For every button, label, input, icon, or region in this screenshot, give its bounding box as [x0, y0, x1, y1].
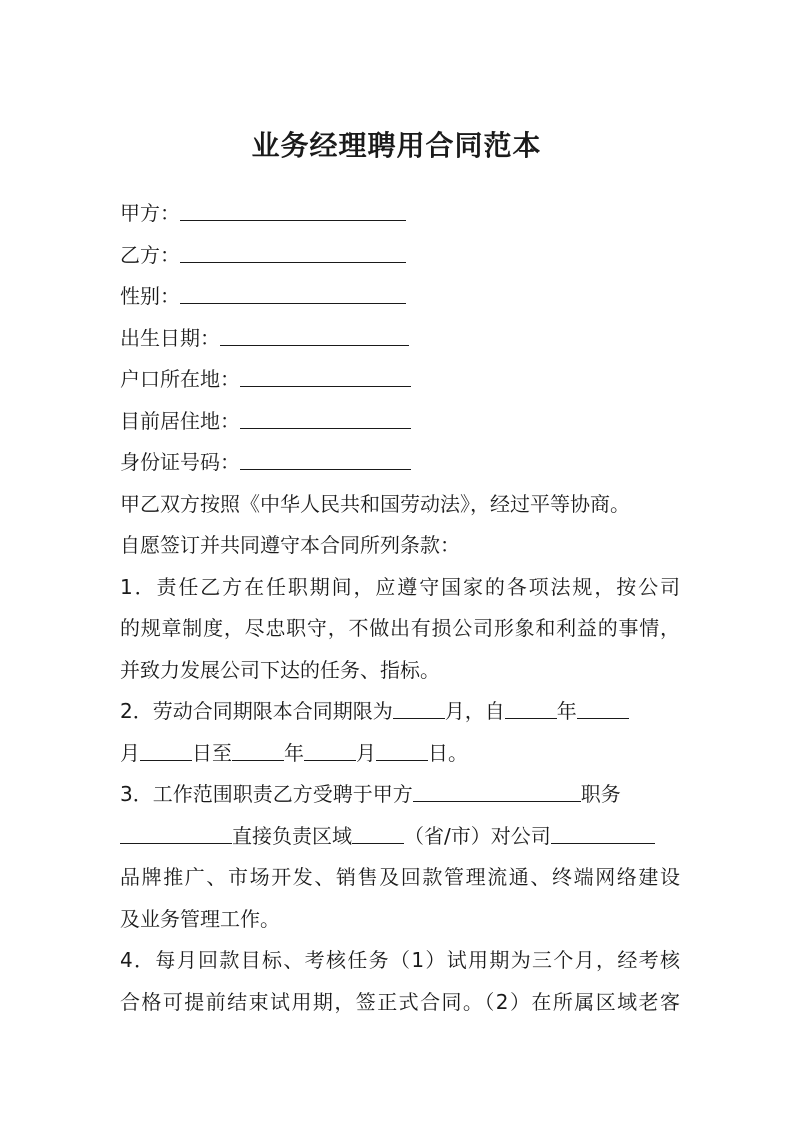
field-household-registration	[120, 359, 680, 401]
clause-text: 月	[120, 740, 140, 765]
fill-blank	[140, 744, 192, 761]
fill-blank	[232, 744, 284, 761]
fill-blank	[551, 827, 655, 844]
intro-line: 甲乙双方按照《中华人民共和国劳动法》，经过平等协商。	[120, 491, 630, 516]
clause-1-line: 的规章制度，尽忠职守，不做出有损公司形象和利益的事情，	[120, 616, 680, 640]
clause-text: 月，自	[444, 699, 505, 723]
fill-blank	[352, 827, 404, 844]
field-party-b	[120, 235, 680, 277]
fill-blank	[505, 702, 557, 719]
clause-text: （省/市）对公司	[404, 823, 551, 848]
field-label: 乙方：	[120, 242, 180, 267]
clause-text: 年	[556, 699, 577, 723]
fill-blank	[120, 827, 232, 844]
document-body	[120, 193, 680, 1023]
field-label: 身份证号码：	[120, 450, 240, 474]
field-label: 目前居住地：	[120, 408, 240, 433]
fill-blank	[220, 329, 409, 346]
clause-4-line: 4．每月回款目标、考核任务（1）试用期为三个月，经考核	[120, 948, 680, 972]
fill-blank	[376, 744, 428, 761]
fill-blank	[180, 287, 406, 304]
fill-blank	[180, 204, 406, 221]
fill-blank	[240, 412, 411, 429]
intro-line: 自愿签订并共同遵守本合同所列条款：	[120, 533, 460, 557]
clause-text: 3．工作范围职责乙方受聘于甲方	[120, 782, 413, 806]
clause-4-line: 合格可提前结束试用期，签正式合同。（2）在所属区域老客	[120, 989, 680, 1014]
clause-3-line: 及业务管理工作。	[120, 906, 280, 931]
clause-3-line: 品牌推广、市场开发、销售及回款管理流通、终端网络建设	[120, 865, 680, 889]
clause-text: 2．劳动合同期限本合同期限为	[120, 699, 393, 723]
fill-blank	[413, 785, 581, 802]
field-label: 甲方：	[120, 201, 180, 225]
field-party-a	[120, 193, 680, 235]
clause-text: 职务	[580, 782, 621, 806]
fill-blank	[577, 702, 629, 719]
clause-text: 日。	[428, 740, 468, 765]
clause-text: 直接负责区域	[232, 823, 352, 848]
fill-blank	[180, 246, 406, 263]
clause-1-line: 并致力发展公司下达的任务、指标。	[120, 657, 440, 682]
fill-blank	[240, 370, 411, 387]
clause-2-line	[120, 691, 680, 733]
field-birthdate	[120, 318, 680, 360]
field-label: 出生日期：	[120, 325, 220, 350]
field-current-residence	[120, 401, 680, 443]
clause-3-line	[120, 774, 680, 816]
field-label: 户口所在地：	[120, 367, 240, 391]
clause-text: 日至	[192, 740, 232, 765]
clause-1-line: 1．责任乙方在任职期间，应遵守国家的各项法规，按公司	[120, 574, 680, 599]
document-title: 业务经理聘用合同范本	[251, 129, 542, 162]
clause-text: 年	[284, 740, 304, 765]
clause-2-line	[120, 733, 680, 775]
fill-blank	[240, 453, 411, 470]
field-label: 性别：	[120, 284, 180, 308]
clause-3-line	[120, 816, 680, 858]
clause-text: 月	[356, 740, 376, 765]
fill-blank	[393, 702, 445, 719]
fill-blank	[304, 744, 356, 761]
field-gender	[120, 276, 680, 318]
field-id-number	[120, 442, 680, 484]
